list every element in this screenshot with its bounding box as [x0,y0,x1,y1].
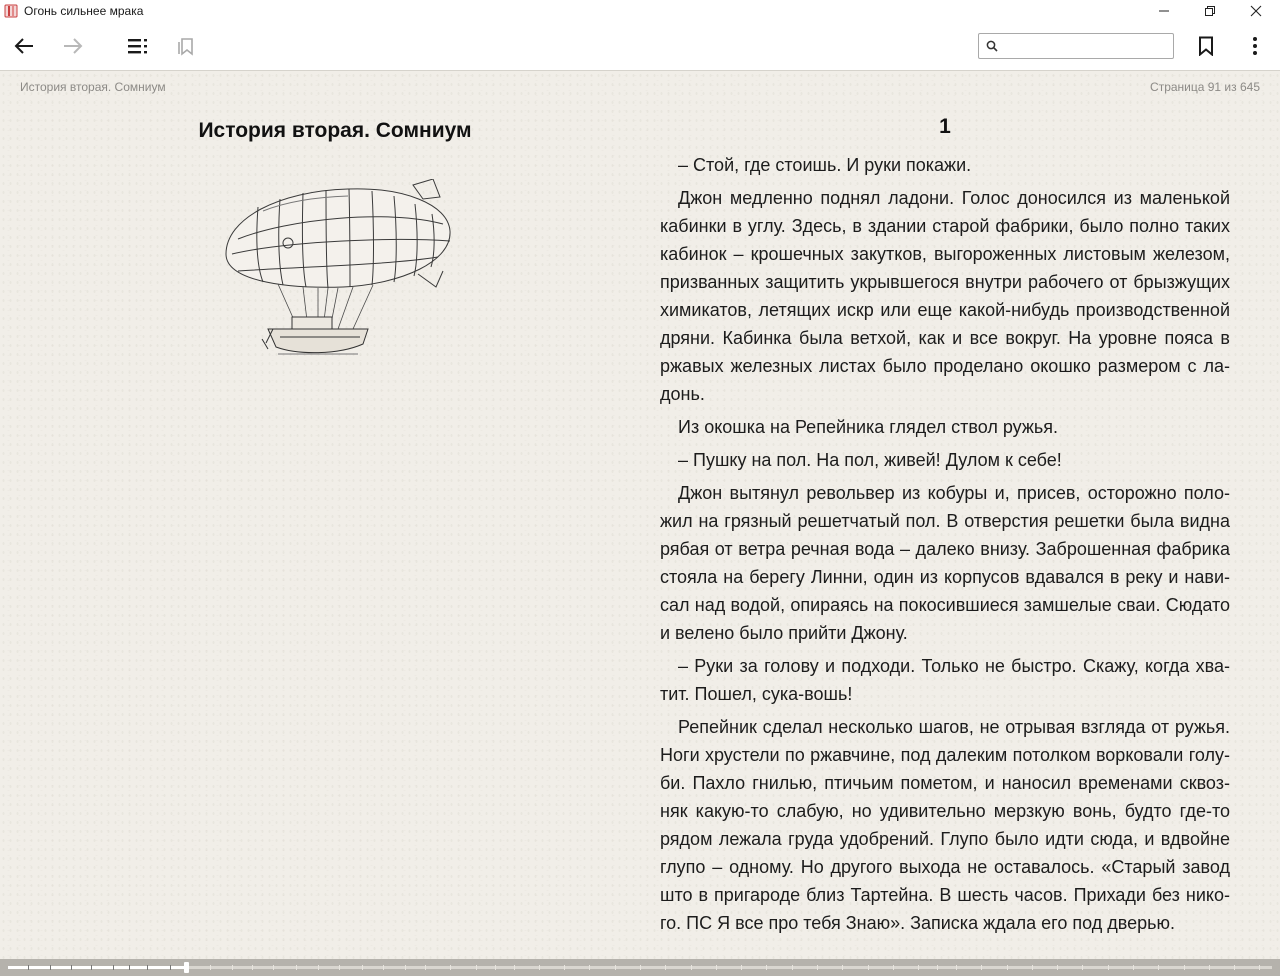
chapter-tick [1259,965,1260,970]
chapter-tick [1209,965,1210,970]
chapter-tick [232,965,233,970]
table-of-contents-icon [127,37,149,55]
chapter-tick [495,965,496,970]
chapter-tick [91,965,92,970]
title-bar [0,0,1280,22]
paragraph: Репейник сделал несколько шагов, не отрывая взгляда от ружья. Ноги хрустели по ржавчине, под далеким потолком ворковали голуби. Пахло гнилью, птичьим пометом, и наносил временами сквозняк какую-то слабую, но удивительно мерзкую вонь, будто где-то рядом лежала груда удобрений. Глупо было идти сюда, и вдвойне глупо – одному. Но другого выхода не оставалось. «Старый завод што в пригароде близ Тартейна. В шесть часов. Прихади без никого. ПС Я все про тебя Знаю». Записка ждала его под дверью. [660,717,1230,933]
chapter-tick [129,965,130,970]
chapter-tick [937,965,938,970]
window-title: Огонь сильнее мрака [24,4,144,18]
chapter-tick [741,965,742,970]
contents-button[interactable] [124,32,152,60]
restore-icon [1204,5,1216,17]
chapter-tick [405,965,406,970]
chapter-tick [817,965,818,970]
search-field[interactable] [978,33,1174,59]
close-button[interactable] [1233,0,1279,22]
page-indicator: Страница 91 из 645 [1150,80,1260,94]
chapter-tick [71,965,72,970]
chapter-tick [170,965,171,970]
minimize-icon [1158,5,1170,17]
paragraph: Джон вытянул револьвер из кобуры и, присев, осторожно положил на грязный решетчатый пол. В отверстия решетки была видна рябая от ветра речная вода – далеко внизу. Заброшенная фабрика стояла на берегу Линни, один из корпусов вдавался в реку и нависал над водой, опираясь на покосившиеся замшелые сваи. Сюдато и велено было прийти Джону. [660,483,1230,643]
restore-button[interactable] [1187,0,1233,22]
chapter-text [660,151,1230,942]
chapter-title: История вторая. Сомниум [198,119,472,142]
paragraph: Из окошка на Репейника глядел ствол ружья. [678,417,1059,437]
minimize-button[interactable] [1141,0,1187,22]
progress-fill [8,966,186,969]
search-icon [986,40,998,52]
chapter-tick [28,965,29,970]
chapter-number: 1 [939,115,951,138]
chapter-tick [564,965,565,970]
reader-toolbar [0,22,1280,71]
forward-button[interactable] [59,32,87,60]
chapter-tick [640,965,641,970]
chapter-tick [918,965,919,970]
chapter-tick [1133,965,1134,970]
add-bookmark-button[interactable] [1192,32,1220,60]
paragraph: Джон медленно поднял ладони. Голос доносился из маленькой кабинки в углу. Здесь, в здании старой фабрики, было полно таких кабинок – крошечных закутков, выгороженных листовым железом, призванных защитить укрывшегося внутри рабочего от брызжущих химикатов, летящих искр или еще какой-нибудь производственной дряни. Кабинка была ветхой, как и все вокруг. На уровне пояса в ржавых железных листах было проделано окошко размером с ладонь. [660,188,1230,404]
chapter-tick [1032,965,1033,970]
more-vertical-icon [1252,36,1258,56]
arrow-right-icon [63,37,83,55]
chapter-tick [383,965,384,970]
chapter-tick [1082,965,1083,970]
chapter-tick [425,965,426,970]
chapter-tick [273,965,274,970]
chapter-tick [339,965,340,970]
chapter-tick [665,965,666,970]
chapter-tick [318,965,319,970]
chapter-tick [956,965,957,970]
chapter-tick [252,965,253,970]
more-menu-button[interactable] [1241,32,1269,60]
chapter-tick [981,965,982,970]
close-icon [1250,5,1262,17]
chapter-tick [1234,965,1235,970]
chapter-tick [842,965,843,970]
chapter-tick [589,965,590,970]
book-spread[interactable] [0,71,1280,959]
paragraph: – Пушку на пол. На пол, живей! Дулом к себе! [678,450,1062,470]
app-book-icon [4,4,18,18]
chapter-tick [691,965,692,970]
chapter-tick [147,965,148,970]
bookmarks-list-button[interactable] [172,32,200,60]
search-input[interactable] [1003,36,1173,58]
chapter-tick [113,965,114,970]
chapter-tick [362,965,363,970]
chapter-tick [766,965,767,970]
chapter-tick [1108,965,1109,970]
airship-illustration [218,179,458,364]
chapter-tick [450,965,451,970]
chapter-tick [1184,965,1185,970]
chapter-tick [296,965,297,970]
chapter-tick [210,965,211,970]
chapter-tick [868,965,869,970]
progress-handle[interactable] [184,962,189,973]
chapter-tick [792,965,793,970]
chapter-tick [514,965,515,970]
chapter-tick [1158,965,1159,970]
running-head: История вторая. Сомниум [20,80,166,94]
paragraph: – Стой, где стоишь. И руки покажи. [678,155,972,175]
back-button[interactable] [10,32,38,60]
chapter-tick [893,965,894,970]
arrow-left-icon [14,37,34,55]
chapter-tick [1057,965,1058,970]
chapter-tick [539,965,540,970]
chapter-tick [1007,965,1008,970]
chapter-tick [615,965,616,970]
chapter-tick [50,965,51,970]
chapter-tick [716,965,717,970]
chapter-tick [476,965,477,970]
bookmark-icon [1198,36,1214,56]
bookmarks-list-icon [176,36,196,56]
reading-progress-bar[interactable] [0,959,1280,976]
paragraph: – Руки за голову и подходи. Только не быстро. Скажу, когда хватит. Пошел, сука-вошь! [660,656,1230,704]
